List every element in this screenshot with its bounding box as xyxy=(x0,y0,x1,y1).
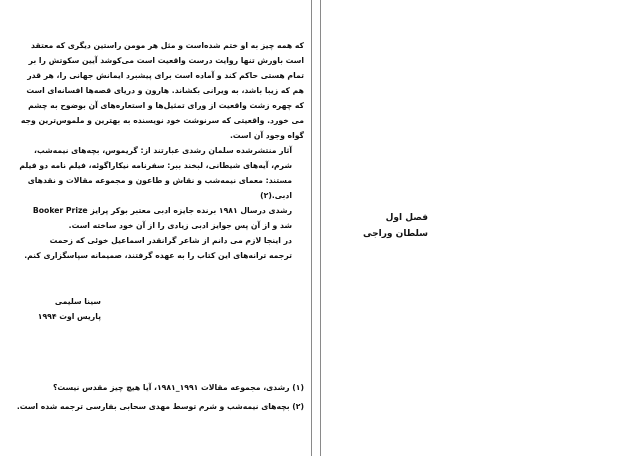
text-line: ادبی.(۲) xyxy=(260,191,292,200)
chapter-heading xyxy=(348,210,428,242)
text-line: تمام هستی حاکم کند و آماده است برای پیشبرد ایمانش جهانی را، هر قدر xyxy=(27,71,304,80)
text-line: مستند: معمای نیمه‌شب و نقاش و طاعون و مجموعه مقالات و نقدهای xyxy=(27,176,292,185)
text-line: هم که زیبا باشد، به ویرانی بکشاند. هارون و دریای قصه‌ها افسانه‌ای است xyxy=(26,86,304,95)
text-line: ترجمه ترانه‌های این کتاب را به عهده گرفتند، صمیمانه سپاسگزاری کنم. xyxy=(24,251,292,260)
body-text xyxy=(14,38,304,263)
text-line: است باورش تنها روایت درست واقعیت است می‌کوشد آیین سکوتش را بر xyxy=(28,56,304,65)
text-line: آثار منتشرشده سلمان رشدی عبارتند از: گریموس، بچه‌های نیمه‌شب، xyxy=(34,146,292,155)
text-line: می خورد. واقعیتی که سرنوشت خود نویسنده به بهترین و ملموس‌ترین وجه xyxy=(20,116,304,125)
paragraph-1 xyxy=(14,38,304,143)
footnote-2: (۲) بچه‌های نیمه‌شب و شرم توسط مهدی سحابی بفارسی ترجمه شده است. xyxy=(16,402,304,411)
text-line: در اینجا لازم می دانم از شاعر گرانقدر اسماعیل خوئی که زحمت xyxy=(49,236,292,245)
paragraph-4 xyxy=(14,233,304,263)
paragraph-2 xyxy=(14,143,304,203)
text-line: شرم، آیه‌های شیطانی، لبخند ببر: سفرنامه نیکاراگوئه، فیلم نامه دو فیلم xyxy=(19,161,292,170)
text-line: رشدی درسال ۱۹۸۱ برنده جایزه ادبی معتبر بوکر پرایز Booker Prize xyxy=(32,206,292,215)
footnotes xyxy=(14,378,304,416)
footnote-1: (۱) رشدی، مجموعه مقالات ۱۹۹۱_۱۹۸۱، آیا هیچ چیز مقدس نیست؟ xyxy=(52,383,304,392)
left-page xyxy=(0,0,311,456)
chapter-title: سلطان وراجی xyxy=(363,229,428,239)
text-line: شد و از آن پس جوایز ادبی زیادی را از آن خود ساخته است. xyxy=(68,221,292,230)
page-gutter xyxy=(311,0,321,456)
text-line: که چهره زشت واقعیت از ورای تمثیل‌ها و استعاره‌های آن بوضوح به چشم xyxy=(28,101,304,110)
translator-signature xyxy=(38,294,101,324)
chapter-label: فصل اول xyxy=(385,213,428,223)
text-line: گواه وجود آن است. xyxy=(229,131,304,140)
signature-place-date: پاریس اوت ۱۹۹۴ xyxy=(37,312,101,321)
translator-name: سینا سلیمی xyxy=(54,297,101,306)
paragraph-3 xyxy=(14,203,304,233)
text-line: که همه چیز به او ختم شده‌است و مثل هر مومن راستین دیگری که معتقد xyxy=(31,41,304,50)
